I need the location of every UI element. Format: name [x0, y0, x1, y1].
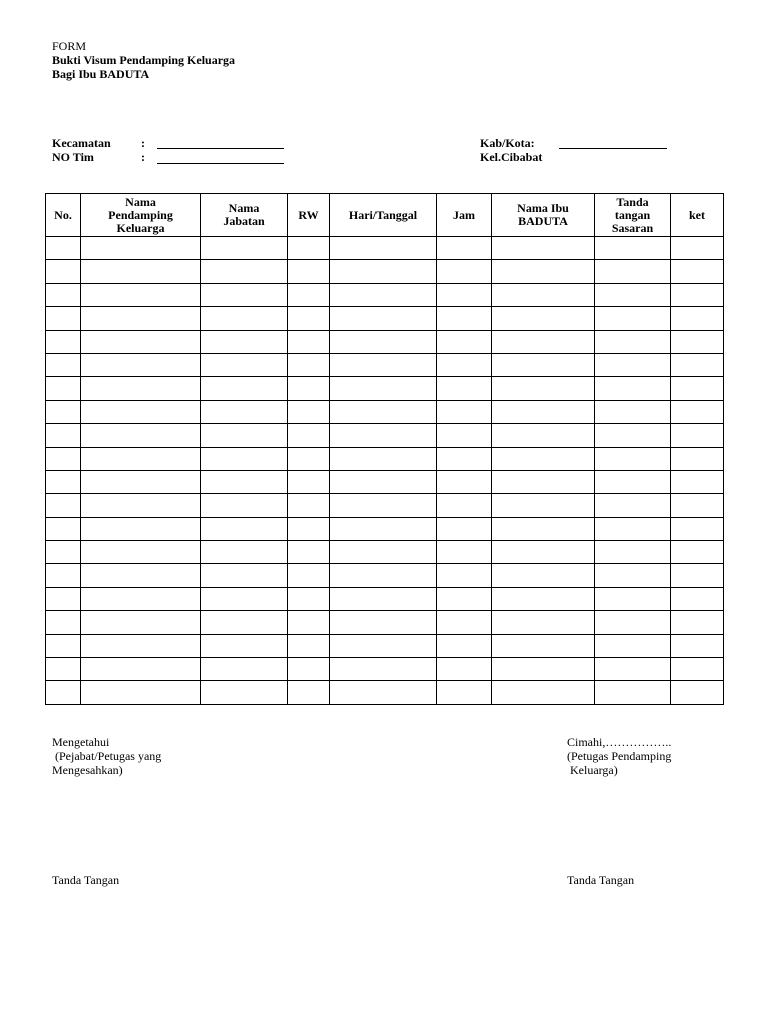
table-cell[interactable] [288, 470, 330, 493]
column-header-nama-pendamping [81, 194, 201, 237]
table-body [46, 237, 724, 705]
table-cell[interactable] [46, 681, 81, 704]
table-cell[interactable] [330, 658, 437, 681]
table-cell[interactable] [201, 541, 288, 564]
table-row [46, 353, 724, 376]
table-cell[interactable] [671, 587, 724, 610]
table-cell[interactable] [492, 517, 595, 540]
table-cell[interactable] [201, 447, 288, 470]
table-cell[interactable] [671, 634, 724, 657]
table-cell[interactable] [201, 377, 288, 400]
table-cell[interactable] [201, 681, 288, 704]
table-cell[interactable] [595, 260, 671, 283]
no-tim-colon: : [141, 150, 145, 164]
table-cell[interactable] [671, 447, 724, 470]
visum-table [45, 193, 724, 705]
table-cell[interactable] [330, 307, 437, 330]
table-cell[interactable] [437, 260, 492, 283]
table-cell[interactable] [437, 400, 492, 423]
table-cell[interactable] [437, 494, 492, 517]
table-cell[interactable] [492, 377, 595, 400]
table-cell[interactable] [81, 353, 201, 376]
table-cell[interactable] [46, 283, 81, 306]
table-cell[interactable] [201, 237, 288, 260]
table-cell[interactable] [81, 377, 201, 400]
header-line: BADUTA [518, 214, 568, 228]
table-cell[interactable] [81, 587, 201, 610]
table-cell[interactable] [288, 330, 330, 353]
table-cell[interactable] [595, 658, 671, 681]
table-cell[interactable] [437, 634, 492, 657]
table-cell[interactable] [46, 377, 81, 400]
mengetahui-label: Mengetahui [52, 735, 110, 749]
table-cell[interactable] [437, 541, 492, 564]
table-cell[interactable] [201, 611, 288, 634]
table-cell[interactable] [288, 541, 330, 564]
table-cell[interactable] [330, 447, 437, 470]
table-row [46, 237, 724, 260]
table-cell[interactable] [288, 494, 330, 517]
table-cell[interactable] [288, 634, 330, 657]
table-cell[interactable] [437, 424, 492, 447]
table-cell[interactable] [81, 494, 201, 517]
table-cell[interactable] [595, 400, 671, 423]
table-cell[interactable] [671, 330, 724, 353]
table-row [46, 658, 724, 681]
kab-kota-label: Kab/Kota: [480, 136, 535, 150]
left-signature-label: Tanda Tangan [52, 873, 120, 887]
table-cell[interactable] [288, 564, 330, 587]
table-cell[interactable] [492, 353, 595, 376]
column-header-no [46, 194, 81, 237]
table-cell[interactable] [492, 400, 595, 423]
header-line: Jabatan [223, 214, 265, 228]
header-line: Hari/Tanggal [348, 207, 418, 222]
table-cell[interactable] [492, 541, 595, 564]
table-cell[interactable] [201, 587, 288, 610]
table-cell[interactable] [288, 260, 330, 283]
header-line: Sasaran [611, 220, 654, 235]
form-title-line2: Bagi Ibu BADUTA [52, 67, 150, 81]
pejabat-label: (Pejabat/Petugas yang [52, 749, 162, 763]
table-cell[interactable] [671, 494, 724, 517]
cimahi-date-label: Cimahi,…………….. [567, 735, 672, 749]
table-cell[interactable] [46, 400, 81, 423]
table-cell[interactable] [595, 283, 671, 306]
table-cell[interactable] [492, 611, 595, 634]
table-cell[interactable] [437, 307, 492, 330]
table-cell[interactable] [437, 353, 492, 376]
table-cell[interactable] [595, 587, 671, 610]
table-cell[interactable] [81, 681, 201, 704]
table-cell[interactable] [201, 283, 288, 306]
table-cell[interactable] [595, 470, 671, 493]
table-cell[interactable] [437, 658, 492, 681]
table-cell[interactable] [46, 447, 81, 470]
table-cell[interactable] [492, 587, 595, 610]
table-cell[interactable] [46, 494, 81, 517]
table-cell[interactable] [595, 611, 671, 634]
table-cell[interactable] [595, 447, 671, 470]
table-cell[interactable] [81, 634, 201, 657]
petugas-label: (Petugas Pendamping [567, 749, 672, 763]
table-cell[interactable] [671, 681, 724, 704]
table-cell[interactable] [330, 353, 437, 376]
kecamatan-field[interactable] [157, 148, 284, 149]
header-line: Pendamping [108, 207, 173, 222]
table-cell[interactable] [81, 237, 201, 260]
form-title-line1: Bukti Visum Pendamping Keluarga [52, 53, 236, 67]
header-line: Tanda [616, 194, 649, 209]
header-line: Nama [125, 194, 156, 209]
form-label: FORM [52, 39, 87, 53]
table-cell[interactable] [671, 611, 724, 634]
table-cell[interactable] [595, 564, 671, 587]
table-cell[interactable] [492, 260, 595, 283]
table-cell[interactable] [288, 377, 330, 400]
table-cell[interactable] [46, 634, 81, 657]
table-cell[interactable] [201, 424, 288, 447]
mengesahkan-label: Mengesahkan) [52, 763, 123, 777]
table-row [46, 330, 724, 353]
table-cell[interactable] [81, 424, 201, 447]
table-cell[interactable] [437, 330, 492, 353]
kelurahan-label: Kel.Cibabat [480, 150, 543, 164]
table-row [46, 634, 724, 657]
table-cell[interactable] [288, 517, 330, 540]
header-line: ket [689, 207, 705, 222]
table-cell[interactable] [671, 307, 724, 330]
header-line: Nama [228, 201, 260, 215]
table-row [46, 307, 724, 330]
table-cell[interactable] [81, 470, 201, 493]
table-cell[interactable] [492, 447, 595, 470]
table-row [46, 447, 724, 470]
table-cell[interactable] [46, 587, 81, 610]
table-cell[interactable] [595, 237, 671, 260]
table-cell[interactable] [46, 564, 81, 587]
table-row [46, 587, 724, 610]
table-cell[interactable] [330, 564, 437, 587]
column-header-tanda-tangan-sasaran [595, 194, 671, 237]
table-cell[interactable] [330, 377, 437, 400]
table-cell[interactable] [288, 307, 330, 330]
table-cell[interactable] [46, 611, 81, 634]
table-cell[interactable] [288, 611, 330, 634]
table-cell[interactable] [288, 587, 330, 610]
table-cell[interactable] [46, 307, 81, 330]
kecamatan-colon: : [141, 136, 145, 150]
table-cell[interactable] [330, 330, 437, 353]
table-cell[interactable] [81, 283, 201, 306]
table-cell[interactable] [437, 681, 492, 704]
table-cell[interactable] [330, 494, 437, 517]
table-cell[interactable] [201, 517, 288, 540]
column-header-hari-tanggal [330, 194, 437, 237]
column-header-jam [437, 194, 492, 237]
table-row [46, 564, 724, 587]
table-cell[interactable] [492, 658, 595, 681]
table-cell[interactable] [595, 353, 671, 376]
table-cell[interactable] [671, 541, 724, 564]
table-cell[interactable] [671, 470, 724, 493]
header-line: RW [298, 207, 319, 222]
table-cell[interactable] [330, 541, 437, 564]
table-cell[interactable] [201, 307, 288, 330]
table-cell[interactable] [492, 681, 595, 704]
table-row [46, 260, 724, 283]
table-cell[interactable] [330, 470, 437, 493]
table-cell[interactable] [595, 377, 671, 400]
table-cell[interactable] [201, 353, 288, 376]
table-cell[interactable] [288, 447, 330, 470]
table-cell[interactable] [46, 353, 81, 376]
table-cell[interactable] [671, 517, 724, 540]
header-line: No. [54, 207, 72, 222]
header-line: Keluarga [116, 220, 165, 235]
table-row [46, 541, 724, 564]
table-cell[interactable] [330, 681, 437, 704]
table-cell[interactable] [81, 400, 201, 423]
table-cell[interactable] [288, 424, 330, 447]
table-cell[interactable] [201, 260, 288, 283]
right-signature-label: Tanda Tangan [567, 873, 635, 887]
table-cell[interactable] [595, 424, 671, 447]
table-cell[interactable] [46, 330, 81, 353]
table-row [46, 611, 724, 634]
table-cell[interactable] [492, 307, 595, 330]
keluarga-label: Keluarga) [567, 763, 618, 777]
table-row [46, 377, 724, 400]
table-row [46, 400, 724, 423]
table-cell[interactable] [288, 283, 330, 306]
table-cell[interactable] [201, 564, 288, 587]
table-cell[interactable] [671, 424, 724, 447]
table-cell[interactable] [201, 400, 288, 423]
table-cell[interactable] [330, 517, 437, 540]
table-cell[interactable] [46, 237, 81, 260]
table-cell[interactable] [288, 237, 330, 260]
table-cell[interactable] [492, 283, 595, 306]
table-row [46, 494, 724, 517]
table-cell[interactable] [288, 681, 330, 704]
table-cell[interactable] [201, 330, 288, 353]
header-line: Nama Ibu [517, 201, 569, 215]
table-cell[interactable] [81, 541, 201, 564]
table-cell[interactable] [81, 564, 201, 587]
table-cell[interactable] [437, 517, 492, 540]
table-cell[interactable] [492, 424, 595, 447]
column-header-nama-jabatan [201, 194, 288, 237]
table-cell[interactable] [201, 634, 288, 657]
table-cell[interactable] [46, 541, 81, 564]
table-cell[interactable] [81, 517, 201, 540]
no-tim-label: NO Tim [52, 150, 94, 164]
table-cell[interactable] [595, 681, 671, 704]
table-cell[interactable] [81, 611, 201, 634]
table-cell[interactable] [437, 377, 492, 400]
table-cell[interactable] [330, 634, 437, 657]
table-cell[interactable] [492, 470, 595, 493]
table-cell[interactable] [595, 541, 671, 564]
column-header-ket [671, 194, 724, 237]
table-cell[interactable] [330, 424, 437, 447]
table-cell[interactable] [288, 353, 330, 376]
table-cell[interactable] [437, 470, 492, 493]
table-cell[interactable] [671, 237, 724, 260]
table-cell[interactable] [330, 400, 437, 423]
table-cell[interactable] [288, 400, 330, 423]
table-cell[interactable] [330, 587, 437, 610]
table-cell[interactable] [46, 517, 81, 540]
table-cell[interactable] [437, 564, 492, 587]
table-cell[interactable] [201, 658, 288, 681]
table-cell[interactable] [437, 587, 492, 610]
table-cell[interactable] [81, 447, 201, 470]
table-cell[interactable] [595, 517, 671, 540]
table-cell[interactable] [492, 330, 595, 353]
table-cell[interactable] [81, 307, 201, 330]
table-cell[interactable] [437, 447, 492, 470]
kecamatan-label: Kecamatan [52, 136, 111, 150]
table-cell[interactable] [671, 564, 724, 587]
table-row [46, 424, 724, 447]
table-cell[interactable] [671, 400, 724, 423]
table-cell[interactable] [330, 611, 437, 634]
table-cell[interactable] [46, 470, 81, 493]
table-cell[interactable] [671, 353, 724, 376]
table-cell[interactable] [330, 237, 437, 260]
table-cell[interactable] [288, 658, 330, 681]
table-cell[interactable] [437, 237, 492, 260]
table-cell[interactable] [595, 307, 671, 330]
column-header-nama-ibu-baduta [492, 194, 595, 237]
table-cell[interactable] [492, 564, 595, 587]
table-row [46, 681, 724, 704]
table-cell[interactable] [671, 260, 724, 283]
table-cell[interactable] [492, 494, 595, 517]
table-cell[interactable] [201, 494, 288, 517]
table-cell[interactable] [671, 377, 724, 400]
table-cell[interactable] [492, 237, 595, 260]
table-cell[interactable] [201, 470, 288, 493]
table-cell[interactable] [330, 260, 437, 283]
table-cell[interactable] [81, 658, 201, 681]
table-cell[interactable] [595, 330, 671, 353]
table-cell[interactable] [595, 494, 671, 517]
table-cell[interactable] [46, 658, 81, 681]
header-line: Jam [453, 207, 475, 222]
table-cell[interactable] [492, 634, 595, 657]
table-cell[interactable] [595, 634, 671, 657]
column-header-rw [288, 194, 330, 237]
table-cell[interactable] [46, 260, 81, 283]
no-tim-field[interactable] [157, 163, 284, 164]
header-line: tangan [614, 207, 651, 222]
table-cell[interactable] [330, 283, 437, 306]
table-row [46, 470, 724, 493]
kab-kota-field[interactable] [559, 148, 667, 149]
table-row [46, 517, 724, 540]
table-cell[interactable] [46, 424, 81, 447]
table-cell[interactable] [671, 283, 724, 306]
table-header-row [46, 194, 724, 237]
table-cell[interactable] [671, 658, 724, 681]
table-row [46, 283, 724, 306]
table-cell[interactable] [81, 260, 201, 283]
table-cell[interactable] [81, 330, 201, 353]
table-cell[interactable] [437, 611, 492, 634]
table-cell[interactable] [437, 283, 492, 306]
